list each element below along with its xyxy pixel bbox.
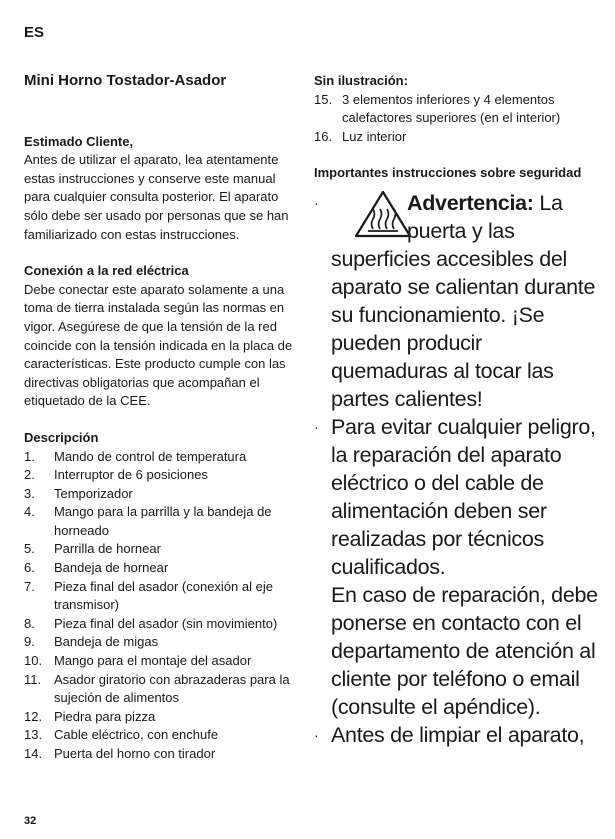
warning-body-continued: superficies accesibles del aparato se calientan durante su funcionamiento. ¡Se pueden producir quemaduras al tocar las partes calientes! xyxy=(331,246,596,411)
bullet: · xyxy=(314,194,319,211)
list-item xyxy=(24,559,296,578)
list-item xyxy=(24,615,296,634)
connection-body: Debe conectar este aparato solamente a una toma de tierra instalada según las normas en vigor. Asegúrese de que la tensión de la red coincide con la tensión indicada en la placa de características. Este producto cumple con las directivas obligatorias que acompañan el etiquetado de la CEE. xyxy=(24,281,293,409)
language-code: ES xyxy=(24,24,45,41)
item-text: Asador giratorio con abrazaderas para la sujeción de alimentos xyxy=(54,671,290,706)
item-number: 10. xyxy=(24,653,43,669)
list-item xyxy=(24,448,296,467)
list-item xyxy=(314,91,604,128)
item-number: 1. xyxy=(24,448,35,464)
safety-section xyxy=(314,164,604,749)
item-text: Interruptor de 6 posiciones xyxy=(54,467,208,483)
description-list xyxy=(24,448,296,764)
item-number: 5. xyxy=(24,541,35,557)
item-number: 16. xyxy=(314,128,333,144)
left-column xyxy=(24,72,296,764)
warning-body-start: La puerta y las xyxy=(407,190,563,243)
list-item xyxy=(24,708,296,727)
list-item xyxy=(24,726,296,745)
list-item xyxy=(24,466,296,485)
right-column xyxy=(314,72,604,749)
item-text: Temporizador xyxy=(54,485,133,501)
cleaning-item xyxy=(314,721,604,749)
repair-contact-text: En caso de reparación, debe ponerse en contacto con el departamento de atención al cliente por teléfono o email (consulte el apéndice). xyxy=(331,582,598,719)
list-item xyxy=(24,671,296,708)
connection-heading: Conexión a la red eléctrica xyxy=(24,263,189,279)
greeting-heading: Estimado Cliente, xyxy=(24,133,134,149)
list-item xyxy=(24,503,296,540)
hot-surface-warning-icon xyxy=(353,189,413,239)
item-text: Puerta del horno con tirador xyxy=(54,746,216,761)
item-text: Pieza final del asador (sin movimiento) xyxy=(54,615,278,631)
item-text: Mango para la parrilla y la bandeja de horneado xyxy=(54,504,272,538)
item-number: 9. xyxy=(24,634,35,650)
item-number: 2. xyxy=(24,467,35,483)
item-text: Mando de control de temperatura xyxy=(54,448,247,464)
greeting-body: Antes de utilizar el aparato, lea atentamente estas instrucciones y conserve este manual para cualquier consulta posterior. El aparato sólo debe ser usado por personas que se han familiarizado con estas instrucciones. xyxy=(24,152,289,242)
repair-item xyxy=(314,413,604,721)
item-text: Luz interior xyxy=(342,128,407,144)
list-item xyxy=(24,652,296,671)
document-title: Mini Horno Tostador-Asador xyxy=(24,72,227,89)
list-item xyxy=(314,128,604,147)
list-item xyxy=(24,485,296,504)
bullet: · xyxy=(314,726,319,743)
bullet: · xyxy=(314,418,319,435)
connection-section xyxy=(24,262,296,411)
description-heading: Descripción xyxy=(24,429,99,445)
item-text: Parrilla de hornear xyxy=(54,541,161,557)
item-number: 3. xyxy=(24,485,35,501)
description-section xyxy=(24,429,296,764)
page-number: 32 xyxy=(24,815,37,827)
item-number: 15. xyxy=(314,91,333,107)
item-number: 14. xyxy=(24,746,43,761)
item-number: 8. xyxy=(24,615,35,631)
not-illustrated-list xyxy=(314,91,604,147)
list-item xyxy=(24,745,296,764)
safety-heading: Importantes instrucciones sobre seguridad xyxy=(314,165,582,181)
repair-text: Para evitar cualquier peligro, la reparación del aparato eléctrico o del cable de alimentación deben ser realizadas por técnicos cualificados. xyxy=(331,414,596,579)
item-text: Cable eléctrico, con enchufe xyxy=(54,727,219,743)
item-text: Bandeja de hornear xyxy=(54,560,169,576)
greeting-section xyxy=(24,133,296,245)
list-item xyxy=(24,578,296,615)
cleaning-text: Antes de limpiar el aparato, xyxy=(331,722,585,747)
warning-item xyxy=(314,189,604,413)
not-illustrated-heading: Sin ilustración: xyxy=(314,73,408,88)
item-number: 6. xyxy=(24,560,35,576)
not-illustrated-section xyxy=(314,72,604,146)
item-text: Mango para el montaje del asador xyxy=(54,653,252,669)
list-item xyxy=(24,540,296,559)
item-text: 3 elementos inferiores y 4 elementos calefactores superiores (en el interior) xyxy=(342,91,561,126)
item-text: Bandeja de migas xyxy=(54,634,159,650)
item-text: Piedra para pizza xyxy=(54,708,156,724)
warning-title: Advertencia: xyxy=(407,190,534,215)
item-number: 11. xyxy=(24,671,42,687)
item-text: Pieza final del asador (conexión al eje transmisor) xyxy=(54,578,273,613)
item-number: 13. xyxy=(24,727,43,743)
item-number: 7. xyxy=(24,578,35,594)
item-number: 4. xyxy=(24,504,35,520)
list-item xyxy=(24,633,296,652)
item-number: 12. xyxy=(24,708,43,724)
warning-head xyxy=(331,189,604,245)
